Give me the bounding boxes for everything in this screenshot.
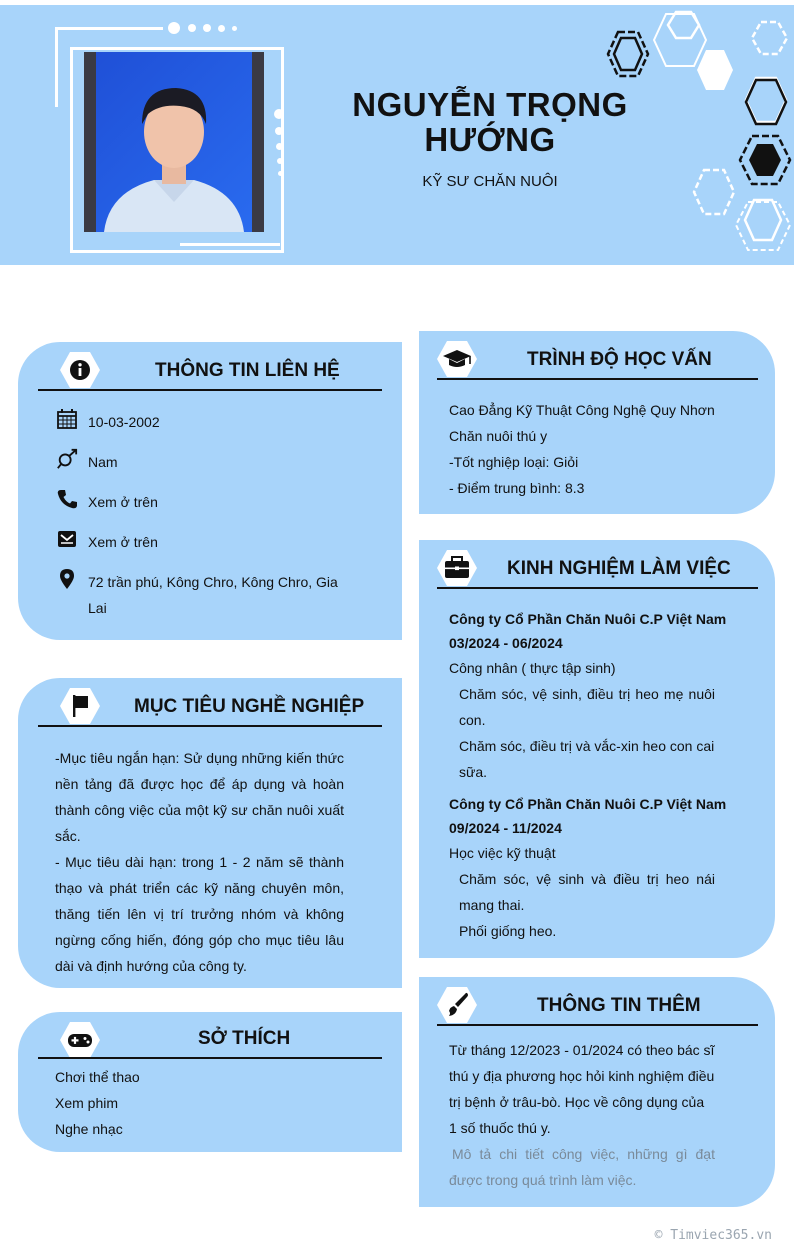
hobby-item: Nghe nhạc [55, 1121, 123, 1137]
flag-icon [60, 686, 100, 726]
section-divider [437, 378, 758, 380]
frame-dot [275, 127, 283, 135]
phone-icon [56, 488, 78, 510]
additional-info-card [419, 977, 775, 1207]
experience-card [419, 540, 775, 958]
job-company: Công ty Cổ Phần Chăn Nuôi C.P Việt Nam [449, 611, 727, 627]
job-role: Công nhân ( thực tập sinh) [449, 660, 616, 676]
job-role: Học việc kỹ thuật [449, 845, 556, 861]
phone-value: Xem ở trên [88, 494, 158, 510]
job-duty: Phối giống heo. [459, 923, 557, 939]
objective-card [18, 678, 402, 988]
email-icon [56, 528, 78, 550]
hobby-item: Chơi thể thao [55, 1069, 140, 1085]
calendar-icon [56, 408, 78, 430]
info-icon [60, 350, 100, 390]
section-divider [437, 587, 758, 589]
paintbrush-icon [437, 985, 477, 1025]
candidate-job-title: KỸ SƯ CHĂN NUÔI [422, 173, 558, 190]
frame-dot [278, 171, 283, 176]
email-value: Xem ở trên [88, 534, 158, 550]
briefcase-icon [437, 548, 477, 588]
education-card [419, 331, 775, 514]
job-duty: Chăm sóc, điều trị và vắc-xin heo con cai sữa. [459, 738, 715, 780]
dob-value: 10-03-2002 [88, 414, 160, 430]
education-line: -Tốt nghiệp loại: Giỏi [449, 454, 579, 470]
job-company: Công ty Cổ Phần Chăn Nuôi C.P Việt Nam [449, 796, 727, 812]
objective-title: MỤC TIÊU NGHỀ NGHIỆP [134, 696, 365, 717]
education-line: Cao Đẳng Kỹ Thuật Công Nghệ Quy Nhơn [449, 402, 715, 418]
education-line: - Điểm trung bình: 8.3 [449, 480, 585, 496]
frame-decoration [55, 27, 58, 107]
long-term-objective: - Mục tiêu dài hạn: trong 1 - 2 năm sẽ thành thạo và phát triển các kỹ năng chuyên môn, thăng tiến lên vị trí trưởng nhóm và không ngừng cống hiến, đóng góp cho mục tiêu lâu dài và định hướng của công ty. [55, 854, 344, 974]
frame-dot [218, 25, 225, 32]
profile-photo [84, 52, 264, 232]
education-title: TRÌNH ĐỘ HỌC VẤN [527, 349, 712, 370]
frame-dot [274, 109, 284, 119]
frame-dot [277, 158, 283, 164]
location-pin-icon [56, 568, 78, 590]
hobby-item: Xem phim [55, 1095, 119, 1111]
frame-dot [168, 22, 180, 34]
graduation-cap-icon [437, 339, 477, 379]
gender-icon [56, 448, 78, 470]
contact-card [18, 342, 402, 640]
job-duty: Chăm sóc, vệ sinh, điều trị heo mẹ nuôi con. [459, 686, 715, 728]
additional-title: THÔNG TIN THÊM [537, 995, 701, 1016]
section-divider [437, 1024, 758, 1026]
short-term-objective: -Mục tiêu ngắn hạn: Sử dụng những kiến thức nền tảng đã được học để áp dụng và hoàn thành công việc của một kỹ sư chăn nuôi xuất sắc. [55, 750, 344, 844]
gender-value: Nam [88, 454, 118, 470]
section-divider [38, 389, 382, 391]
frame-dot [232, 26, 237, 31]
additional-placeholder: Mô tả chi tiết công việc, những gì đạt được trong quá trình làm việc. [449, 1146, 715, 1188]
job-duty: Chăm sóc, vệ sinh và điều trị heo nái mang thai. [459, 871, 715, 913]
experience-title: KINH NGHIỆM LÀM VIỆC [507, 558, 731, 579]
frame-dot [203, 24, 211, 32]
hobbies-title: SỞ THÍCH [198, 1028, 291, 1049]
job-period: 09/2024 - 11/2024 [449, 820, 562, 836]
frame-decoration [180, 243, 280, 246]
gamepad-icon [60, 1020, 100, 1060]
frame-decoration [55, 27, 163, 30]
hexagon-decoration [596, 10, 794, 260]
section-divider [38, 1057, 382, 1059]
watermark: © Timviec365.vn [654, 1228, 772, 1243]
frame-dot [188, 24, 196, 32]
job-period: 03/2024 - 06/2024 [449, 635, 563, 651]
section-divider [38, 725, 382, 727]
contact-title: THÔNG TIN LIÊN HỆ [155, 360, 340, 381]
hobbies-card [18, 1012, 402, 1152]
additional-text: Từ tháng 12/2023 - 01/2024 có theo bác sĩ thú y địa phương học hỏi kinh nghiệm điều trị bệnh ở trâu-bò. Học về công dụng của 1 số thuốc thú y. [449, 1042, 715, 1136]
header-banner [0, 5, 794, 265]
candidate-name: NGUYỄN TRỌNG HƯỚNG [352, 86, 628, 158]
education-line: Chăn nuôi thú y [449, 428, 548, 444]
address-value: 72 trần phú, Kông Chro, Kông Chro, Gia Lai [88, 574, 338, 616]
frame-dot [276, 143, 283, 150]
